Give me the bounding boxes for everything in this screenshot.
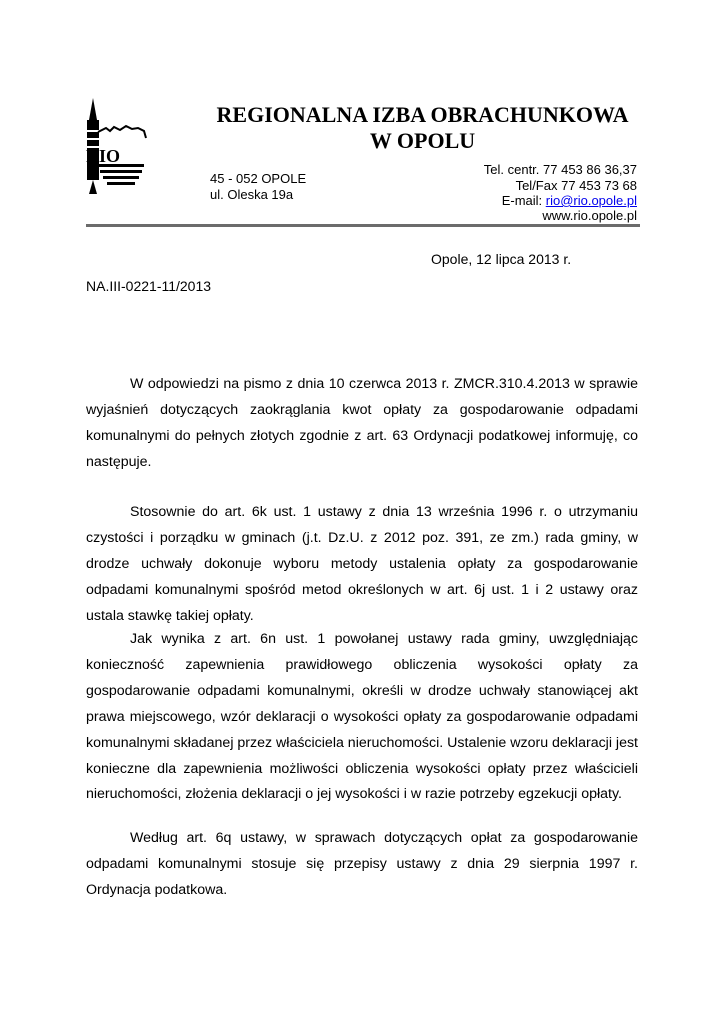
letter-date: Opole, 12 lipca 2013 r. — [431, 251, 572, 267]
logo-text: RIO — [86, 146, 121, 166]
email-line — [502, 193, 637, 208]
institution-name: REGIONALNA IZBA OBRACHUNKOWA — [216, 102, 629, 127]
email-link[interactable]: rio@rio.opole.pl — [545, 193, 637, 208]
paragraph-3: Jak wynika z art. 6n ust. 1 powołanej ustawy rada gminy, uwzględniając konieczność zapewnienia prawidłowego obliczenia wysokości opłaty za gospodarowanie odpadami komunalnymi, określi w drodze uchwały stanowiącej akt prawa miejscowego, wzór deklaracji o wysokości opłaty za gospodarowanie odpadami komunalnymi składanej przez właściciela nieruchomości. Ustalenie wzoru deklaracji jest konieczne dla zapewnienia możliwości obliczenia wysokości opłaty przez właścicieli nieruchomości, złożenia deklaracji o jej wysokości i w razie potrzeby egzekucji opłaty. — [86, 631, 638, 803]
email-label: E-mail: — [501, 193, 546, 208]
postal-address: 45 - 052 OPOLE — [210, 171, 307, 186]
paragraph-1: W odpowiedzi na pismo z dnia 10 czerwca 2013 r. ZMCR.310.4.2013 w sprawie wyjaśnień dotyczących zaokrąglania kwot opłaty za gospodarowanie odpadami komunalnymi do pełnych złotych zgodnie z art. 63 Ordynacji podatkowej informuję, co następuje. — [86, 376, 638, 470]
paragraph-2: Stosownie do art. 6k ust. 1 ustawy z dnia 13 września 1996 r. o utrzymaniu czystości i porządku w gminach (j.t. Dz.U. z 2012 poz. 391, ze zm.) rada gminy, w drodze uchwały dokonuje wyboru metody ustalenia opłaty za gospodarowanie odpadami komunalnymi spośród metod określonych w art. 6j ust. 1 i 2 ustawy oraz ustala stawkę takiej opłaty. — [86, 504, 638, 624]
website: www.rio.opole.pl — [542, 208, 637, 223]
street-address: ul. Oleska 19a — [210, 187, 294, 202]
fax-number: Tel/Fax 77 453 73 68 — [515, 178, 637, 193]
phone-number: Tel. centr. 77 453 86 36,37 — [483, 162, 637, 177]
paragraph-4: Według art. 6q ustawy, w sprawach dotyczących opłat za gospodarowanie odpadami komunalnymi stosuje się przepisy ustawy z dnia 29 sierpnia 1997 r. Ordynacja podatkowa. — [86, 830, 638, 898]
institution-city: W OPOLU — [369, 128, 476, 153]
header-divider — [86, 224, 640, 227]
reference-number: NA.III-0221-11/2013 — [86, 278, 212, 294]
